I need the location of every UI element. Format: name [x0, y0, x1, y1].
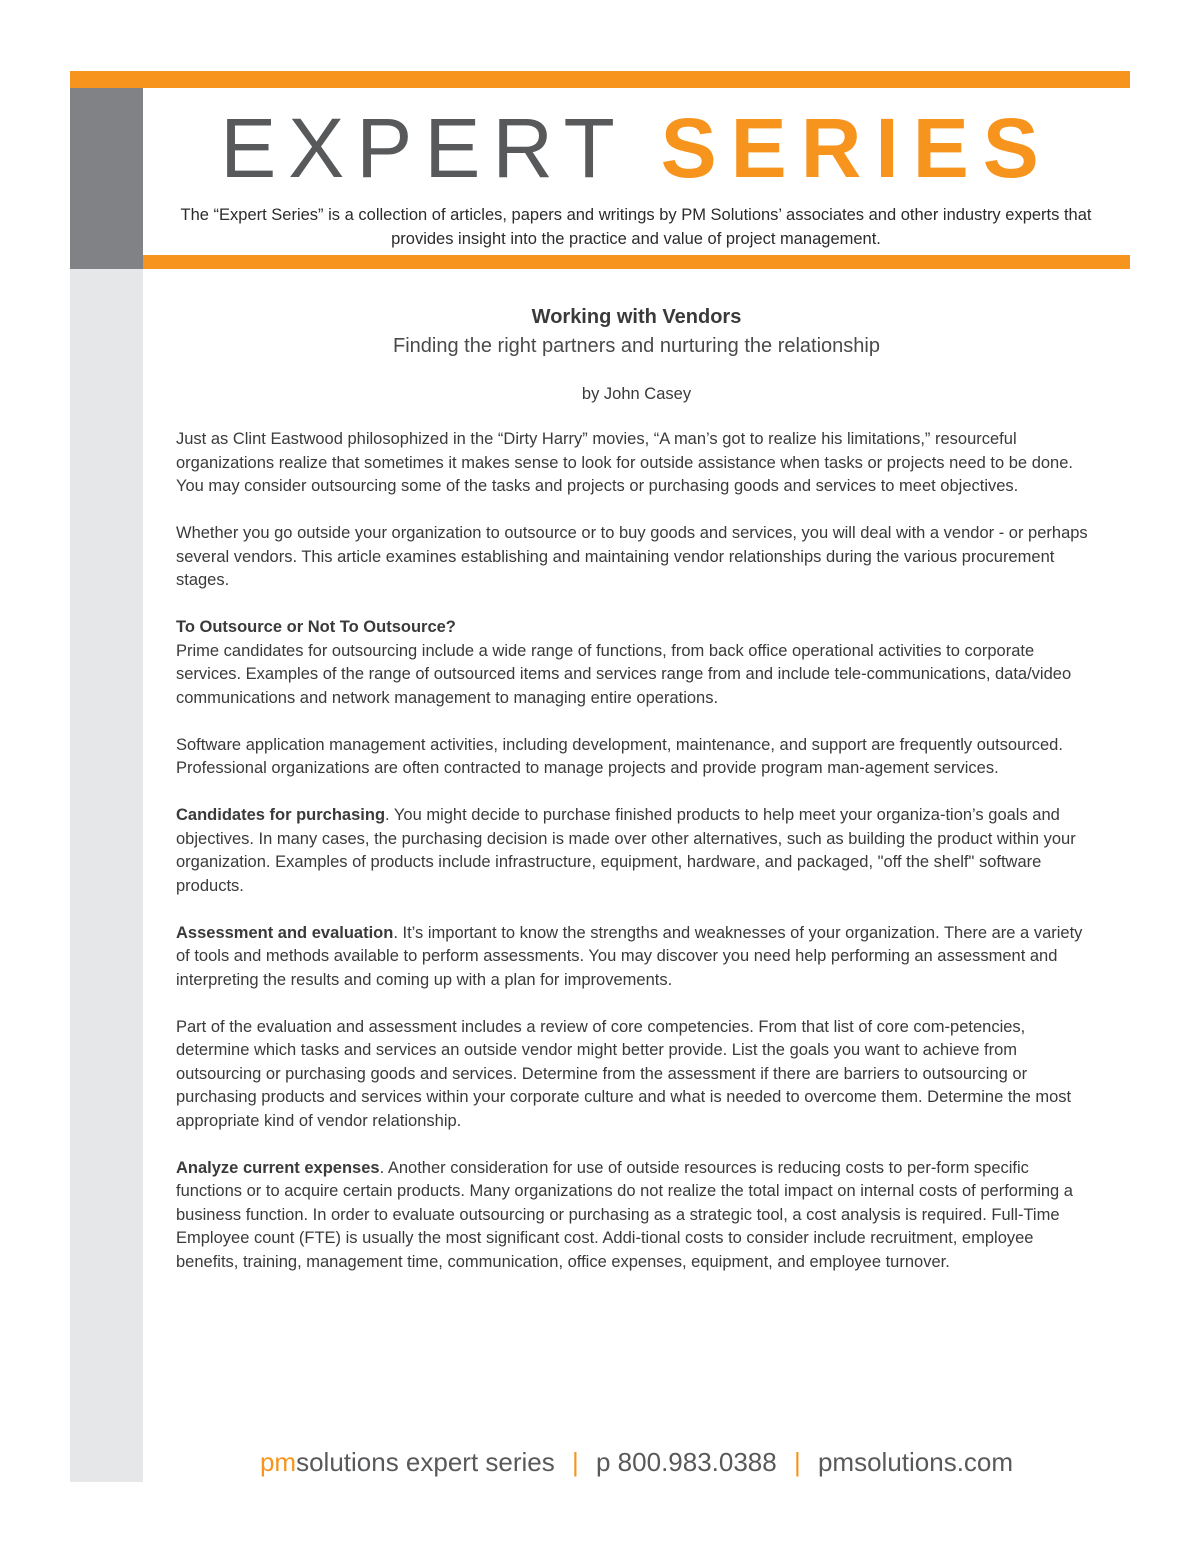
footer-phone: p 800.983.0388	[596, 1447, 777, 1477]
paragraph-2: Whether you go outside your organization to outsource or to buy goods and services, you will deal with a vendor - or perhaps several vendors. This article examines establishing and maintaining vendor relationships during the various procurement stages.	[176, 524, 1088, 589]
paragraph-5-lead: Candidates for purchasing	[176, 806, 386, 824]
paragraph-5	[176, 804, 1096, 898]
header-orange-rule	[143, 255, 1130, 269]
footer-separator: |	[572, 1447, 579, 1477]
paragraph-8-text: . Another consideration for use of outside resources is reducing costs to per-form specific functions or to acquire certain products. Many organizations do not realize the total impact on internal costs of performing a business function. In order to evaluate outsourcing or purchasing as a strategic tool, a cost analysis is required. Full-Time Employee count (FTE) is usually the most significant cost. Addi-tional costs to consider include recruitment, employee benefits, training, management time, communication, office expenses, equipment, and employee turnover.	[176, 1158, 1073, 1271]
top-orange-bar	[70, 71, 1130, 88]
footer	[143, 1444, 1130, 1480]
footer-website: pmsolutions.com	[817, 1447, 1014, 1477]
masthead-series: SERIES	[660, 101, 1053, 195]
paragraph-6-lead: Assessment and evaluation	[176, 923, 394, 942]
footer-brand-pm: pm	[259, 1447, 297, 1477]
masthead	[143, 98, 1130, 198]
paragraph-3: Prime candidates for outsourcing include a wide range of functions, from back office operational activities to corporate services. Examples of the range of outsourced items and services range from and include tele-communications, data/video communications and network management to managing entire operations.	[176, 641, 1072, 707]
paragraph-8	[176, 1157, 1096, 1275]
paragraph-6	[176, 922, 1096, 993]
paragraph-1: Just as Clint Eastwood philosophized in the “Dirty Harry” movies, “A man’s got to realize his limitations,” resourceful organizations realize that sometimes it makes sense to look for outside assistance when tasks or projects need to be done. You may consider outsourcing some of the tasks and projects or purchasing goods and services to meet objectives.	[176, 430, 1073, 495]
paragraph-7: Part of the evaluation and assessment includes a review of core competencies. From that list of core com-petencies, determine which tasks and services an outside vendor might better provide. List the goals you want to achieve from outsourcing or purchasing goods and services. Determine from the assessment if there are barriers to outsourcing or purchasing products and services within your corporate culture and what is needed to overcome them. Determine the most appropriate kind of vendor relationship.	[176, 1017, 1072, 1130]
section-outsource	[176, 616, 1096, 710]
paragraph-8-lead: Analyze current expenses	[176, 1158, 380, 1177]
article-title: Working with Vendors	[531, 306, 742, 328]
paragraph-4: Software application management activities, including development, maintenance, and support are frequently outsourced. Professional organizations are often contracted to manage projects and provide program man-agement services.	[176, 735, 1063, 777]
section-heading: To Outsource or Not To Outsource?	[176, 618, 456, 636]
paragraph-5-text: . You might decide to purchase finished products to help meet your organiza-tion’s goals and objectives. In many cases, the purchasing decision is made over other alternatives, such as building the product within your organization. Examples of products include infrastructure, equipment, hardware, and packaged, "off the shelf" software products.	[176, 806, 1076, 895]
article-byline: by John Casey	[581, 385, 692, 403]
footer-brand-rest: solutions expert series	[296, 1447, 555, 1477]
footer-separator: |	[793, 1447, 801, 1477]
article-body	[176, 428, 1096, 1298]
side-bar-light	[70, 269, 143, 1482]
paragraph-6-text: . It’s important to know the strengths and weaknesses of your organization. There are a variety of tools and methods available to perform assessments. You may discover you need help performing an assessment and interpreting the results and coming up with a plan for improvements.	[176, 923, 1083, 989]
article-subtitle: Finding the right partners and nurturing the relationship	[393, 335, 880, 357]
masthead-expert: EXPERT	[220, 101, 626, 195]
series-intro: The “Expert Series” is a collection of articles, papers and writings by PM Solutions’ associates and other industry experts that provides insight into the practice and value of project management.	[180, 206, 1092, 248]
side-bar-dark	[70, 88, 143, 269]
